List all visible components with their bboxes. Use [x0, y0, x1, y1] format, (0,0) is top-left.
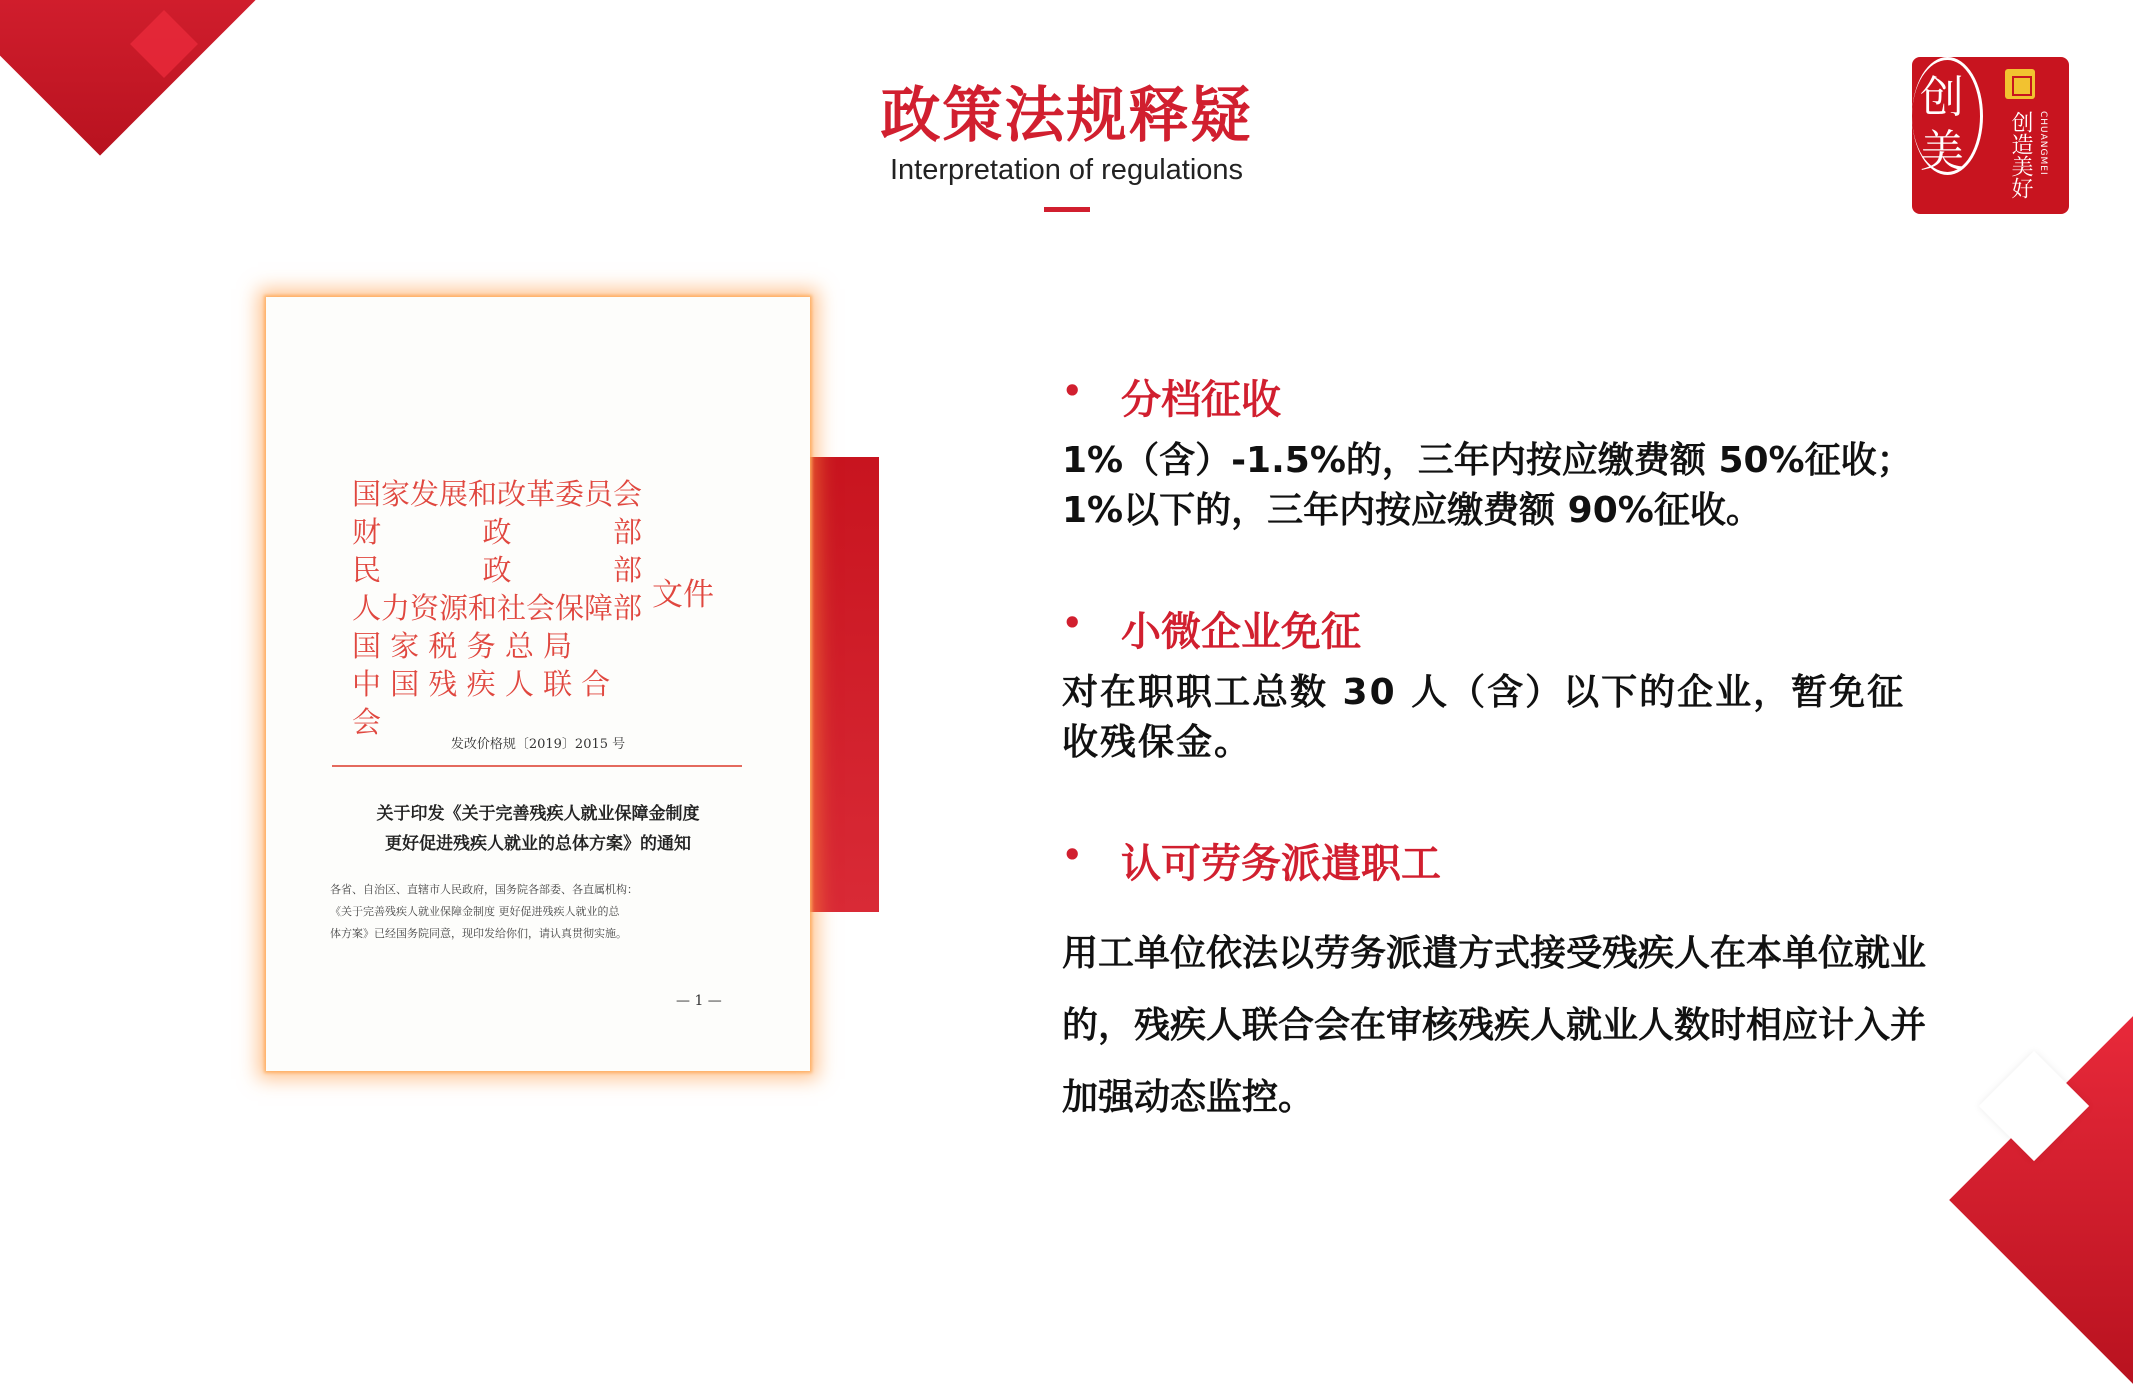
section-text: 1%（含）-1.5%的，三年内按应缴费额 50%征收； 1%以下的，三年内按应缴费额 90%征收。 — [1062, 440, 1913, 531]
document-suffix: 文件 — [652, 577, 714, 613]
document-page-number: — 1 — — [676, 993, 722, 1009]
section-text: 用工单位依法以劳务派遣方式接受残疾人在本单位就业 的，残疾人联合会在审核残疾人就业人数时相应计入并 加强动态监控。 — [1062, 933, 1927, 1118]
section-heading: 小微企业免征 — [1121, 609, 1361, 655]
issuer-row: 民 政 部 — [352, 553, 642, 587]
issuer-row: 中 国 残 疾 人 联 合 会 — [352, 667, 611, 739]
logo-char-1: 创 — [1920, 72, 1964, 123]
section-heading: 分档征收 — [1121, 377, 1281, 423]
section-text: 对在职职工总数 30 人（含）以下的企业，暂免征 收残保金。 — [1062, 672, 1906, 763]
document-notice-title: 关于印发《关于完善残疾人就业保障金制度 更好促进残疾人就业的总体方案》的通知 — [376, 804, 700, 854]
document-issuers — [352, 475, 642, 741]
page-title: 政策法规释疑 — [880, 81, 1253, 151]
bullet-dot: • — [1062, 836, 1083, 874]
bullet-dot: • — [1062, 604, 1083, 642]
accent-block — [806, 457, 879, 912]
policy-document-image — [266, 297, 810, 1071]
document-body: 各省、自治区、直辖市人民政府，国务院各部委、各直属机构： 《关于完善残疾人就业保障金制度 更好促进残疾人就业的总 体方案》已经国务院同意，现印发给你们，请认真贯彻实施。 — [330, 883, 638, 940]
document-number: 发改价格规〔2019〕2015 号 — [450, 737, 626, 752]
page-subtitle: Interpretation of regulations — [889, 154, 1244, 186]
issuer-row: 国家发展和改革委员会 — [352, 477, 643, 511]
issuer-row: 人力资源和社会保障部 — [352, 591, 643, 625]
logo-slogan: 创造美好 — [2008, 111, 2033, 199]
title-underline — [1044, 207, 1090, 212]
section-heading: 认可劳务派遣职工 — [1121, 841, 1441, 887]
logo-char-2: 美 — [1920, 126, 1964, 177]
issuer-row: 国 家 税 务 总 局 — [352, 629, 573, 663]
bullet-dot: • — [1062, 372, 1083, 410]
brand-logo — [1912, 57, 2069, 214]
logo-emblem-icon — [2005, 69, 2035, 99]
issuer-row: 财 政 部 — [352, 515, 642, 549]
document-rule — [332, 765, 742, 767]
logo-pinyin: CHUANGMEI — [2038, 111, 2048, 176]
